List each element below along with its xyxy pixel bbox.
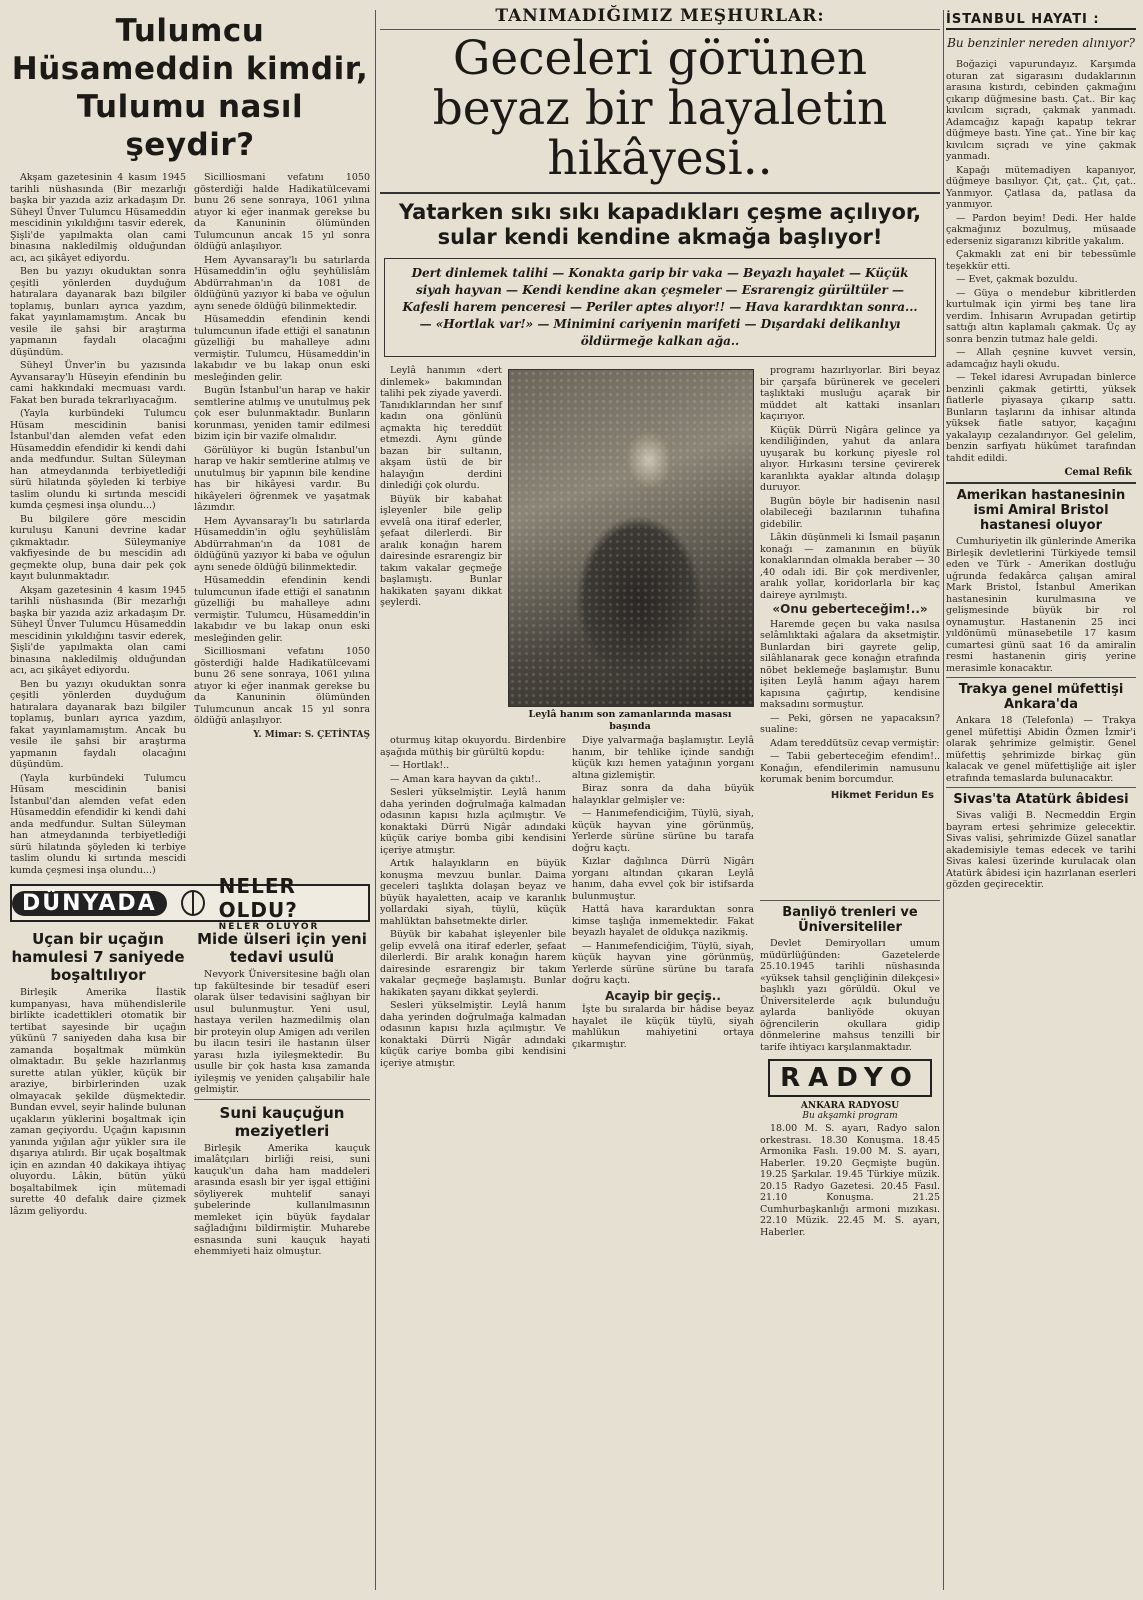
paragraph: — Allah çeşnine kuvvet versin, adamcağız hayli okudu.: [946, 347, 1136, 370]
paragraph: (Yayla kurbündeki Tulumcu Hüsam mescidinin banisi İstanbul'dan alemden vefat eden Hüsameddin efendidir ki kendi dahi anda medfundur. Sultan Süleyman han atmeydanında terbiyetlediği sürü hilatında şöyleden ki terbiye taslim olundu ki sırtında mescidi kumda çeşmesi inşa olundu...): [10, 408, 186, 511]
paragraph: — Hanımefendiciğim, Tüylü, siyah, küçük hayvan yine görünmüş, Yerlerde sürüne sürüne bu tarafa doğru kaçtı.: [572, 808, 754, 854]
left-column: [10, 0, 370, 1600]
paragraph: Hem Ayvansaray'lı bu satırlarda Hüsameddin'in oğlu şeyhülislâm Abdürrahman'ın da 1081 de öldüğünü yazıyor ki baba ve oğulun aynı senede öldüğü bilinmektedir.: [194, 515, 370, 573]
news-body: [194, 969, 370, 1096]
istanbul-hayati-heading: İSTANBUL HAYATI :: [946, 12, 1136, 30]
story-body: [380, 365, 940, 1551]
benzin-subtitle: Bu benzinler nereden alınıyor?: [947, 36, 1135, 50]
paragraph: Nevyork Üniversitesine bağlı olan tıp fakültesinde bir tesadüf eseri olarak ülser tedavisini sağlıyan bir usul bulunmuştur. Yeni usul, hastaya verilen hazmedilmiş olan bir proteyin olup Amigen adı verilen bu ilacın tesiri ile hastanın ülser yarası hızla iyileşmektedir. Bu usulle bir çok hasta kısa zamanda iyileşmiş ve yeniden çalışabilir hale gelmiştir.: [194, 969, 370, 1095]
paragraph: Bu bilgilere göre mescidin kuruluşu Kanuni devrine kadar çıkmaktadır. Süleymaniye vakfiyesinde de bu mescidin adı geçmekte olup, buna dair pek çok kayıt bulunmaktadır.: [10, 513, 186, 582]
column-divider: [375, 10, 376, 1590]
news-column-right: [194, 926, 370, 1260]
paragraph: — Hanımefendiciğim, Tüylü, siyah, küçük hayvan yine görünmüş, Yerlerde sürüne sürüne bu tarafa doğru kaçtı.: [572, 940, 754, 986]
paragraph: Birleşik Amerika kauçuk imalâtçıları birliği reisi, suni kauçuk'un daha ham maddeleri arasında esaslı bir yer işgal ettiğini söyliyerek muhtelif sanayi şubelerinde kullanılmasının memleket için büyük faydalar sağladığını bildirmiştir. Muharebe esnasında suni kauçuk hayati ehemmiyeti haiz olmuştur.: [194, 1142, 370, 1257]
paragraph: Büyük bir kabahat işleyenler bile gelip evvelâ ona itiraf ederler, şefaat dilerlerdi. Bir aralık konağın harem dairesinde esrarengiz bir takım vakalar geçmeğe başlamıştı. Bunlar hakikaten şayanı dikkat şeylerdi.: [380, 493, 502, 608]
news-body: [946, 715, 1136, 784]
news-title: Sivas'ta Atatürk âbidesi: [953, 792, 1129, 807]
news-body: [194, 1143, 370, 1258]
paragraph: — Güya o mendebur kibritlerden kurtulmak için yirmi beş tane lira verdim. İnhisarın Avrupadan getirtip sattığı altın kaplamalı çakmak. Üç ay sonra benzin tutmaz hale geldi.: [946, 287, 1136, 345]
paragraph: — Pardon beyim! Dedi. Her halde çakmağınız bozulmuş, müsaade ederseniz sigaranızı kibritle yakalım.: [946, 212, 1136, 247]
tulumcu-article: [10, 172, 370, 878]
main-headline: Geceleri görünen beyaz bir hayaletin hikâyesi..: [432, 31, 888, 186]
story-column-2b: [572, 735, 754, 1052]
paragraph: oturmuş kitap okuyordu. Birdenbire aşağıda müthiş bir gürültü kopdu:: [380, 735, 566, 758]
right-column: [946, 0, 1136, 1600]
divider: [946, 677, 1136, 678]
divider: [380, 29, 940, 30]
news-title: Amerikan hastanesinin ismi Amiral Bristol hastanesi oluyor: [956, 488, 1126, 533]
paragraph: Ankara 18 (Telefonla) — Trakya genel müfettişi Abidin Özmen İzmir'i olarak şehrimize gelmiştir. Genel müfettiş şehrimizde birkaç gün kalacak ve genel müfettişliğe ait işler etrafında temaslarda bulunacaktır.: [946, 715, 1136, 784]
pull-quote: «Onu geberteceğim!..»: [772, 602, 928, 616]
paragraph: İşte bu sıralarda bir hâdise beyaz hayalet ile küçük tüylü, siyah mahlükun mahiyetini ortaya çıkarmıştır.: [572, 1004, 754, 1050]
story-column-1b: [380, 735, 566, 1071]
paragraph: Devlet Demiryolları umum müdürlüğünden: Gazetelerde 25.10.1945 tarihli nüshasında «yüksek tahsil gençliğinin dilekçesi» başlıklı yazı görüldü. Okul ve Üniversitelerde açık bulunduğu aylarda banliyöde okuyan öğrencilerin okullara gidip dönmelerine mahsus tenzilli bir tarife ihtiyacı karşılanmaktadır.: [760, 938, 940, 1053]
paragraph: Çakmaklı zat eni bir tebessümle teşekkür etti.: [946, 249, 1136, 272]
paragraph: Haremde geçen bu vaka nasılsa selâmlıktaki ağalara da aksetmiştir. Bunlardan biri gayrete gelip, silâhlanarak gece konağın etrafında nöbet beklemeğe başlamıştır. Bunu işiten Leylâ hanım ağayı harem kapısına çağırtıp, kendisine maksadını sormuştur.: [760, 618, 940, 710]
banner-sub-text: NELER OLUYOR: [218, 922, 320, 932]
paragraph: Sesleri yükselmiştir. Leylâ hanım daha yerinden doğrulmağa kalmadan odasının kapısı hızla açılmıştır. Ve konaktaki Dürrü Nigâr adındaki küçük cariye bomba gibi kendisini içeriye atmıştır.: [380, 1000, 566, 1069]
paragraph: Kapağı mütemadiyen kapanıyor, düğmeye basılıyor. Çıt, çat.. Çıt, çat.. Yanmıyor. Çatlasa da, patlasa da yanmıyor.: [946, 164, 1136, 210]
paragraph: — Hortlak!..: [390, 760, 450, 771]
paragraph: Akşam gazetesinin 4 kasım 1945 tarihli nüshasında (Bir mezarlığı başka bir yazıda aziz arkadaşım Dr. Süheyl Ünver Tulumcu Hüsameddin mescidinin yıkıldığını tasvir ederek, Şişli'de yapılmakta olan cami binasına nakledilmiş olduğundan acı, acı şikâyet ediyordu.: [10, 172, 186, 264]
banliyo-body: [760, 938, 940, 1053]
photo-caption: Leylâ hanım son zamanlarında masası başında: [528, 709, 732, 732]
paragraph: Lâkin düşünmeli ki İsmail paşanın konağı — zamanının en büyük konaklarından olmakla beraber — 30 ,40 odalı idi. Bir çok merdivenler, aralık yollar, koridorlarla bir kaç daireye ayrılmıştı.: [760, 532, 940, 601]
news-title: Suni kauçuğun meziyetleri: [219, 1103, 345, 1140]
banner-left-text: DÜNYADA: [12, 891, 167, 916]
paragraph: Görülüyor ki bugün İstanbul'un harap ve hakir semtlerine atılmış ve unutulmuş bir yapının bile kendine has bir hikâyesi vardır. Bu hikâyeleri öğrenmek ve yaşatmak lâzımdır.: [194, 444, 370, 513]
column-divider: [943, 10, 944, 1590]
divider: [946, 787, 1136, 788]
acayip-subhead: Acayip bir geçiş..: [605, 988, 721, 1003]
center-column: [380, 0, 940, 1600]
story-column-1: [380, 365, 502, 611]
banliyo-title: Banliyö trenleri ve Üniversiteliler: [782, 905, 918, 935]
story-summary: Dert dinlemek talihi — Konakta garip bir vaka — Beyazlı hayalet — Küçük siyah hayvan — Kendi kendine akan çeşmeler — Esrarengiz gürültüler — Kafesli harem penceresi — Periler aptes alıyor!! — Hava karardıktan sonra... — «Hortlak var!» — Minimini cariyenin marifeti — Dışardaki delikanlıyı öldürmeğe kalkan ağa..: [384, 258, 936, 357]
radio-station: ANKARA RADYOSU: [800, 1101, 900, 1111]
paragraph: Akşam gazetesinin 4 kasım 1945 tarihli nüshasında (Bir mezarlığı başka bir yazıda aziz arkadaşım Dr. Süheyl Ünver Tulumcu Hüsameddin mescidinin yıkıldığını tasvir ederek, Şişli'de yapılmakta olan cami binasına nakledilmiş olduğundan acı, acı şikâyet ediyordu.: [10, 584, 186, 676]
banner-right-text: NELER OLDU?: [218, 874, 298, 922]
news-body: [10, 987, 186, 1217]
paragraph: Süheyl Ünver'in bu yazısında Ayvansaray'lı Hüseyin efendinin bu cami hakkındaki mecmuası vardı. Fakat ben burada tekrarlıyacağım.: [10, 360, 186, 406]
story-column-3: [760, 365, 940, 805]
paragraph: Kızlar dağılınca Dürrü Nigârı yorganı altından çıkaran Leylâ hanım, daha evvel çok bir istifsarda bulunmuştur.: [572, 856, 754, 902]
paragraph: 18.00 M. S. ayarı, Radyo salon orkestrası. 18.30 Konuşma. 18.45 Armonika Faslı. 19.00 M. S. ayarı, Haberler. 19.20 Geçmişte bugün. 19.25 Şarkılar. 19.45 Türkiye müzik. 20.15 Radyo Gazetesi. 20.45 Fasıl. 21.10 Konuşma. 21.25 Cumhurbaşkanlığı armoni mızıkası. 22.10 Müzik. 22.45 M. S. ayarı, Haberler.: [760, 1123, 940, 1238]
paragraph: Ben bu yazıyı okuduktan sonra çeşitli yönlerden duyduğum hatıralara dayanarak bazı bilgiler toplamış, bunları ayrıca yazdım, fakat yayınlamamıştım. Ancak bu vesile ile şahsi bir araştırma yapmanın faydalı olacağını düşündüm.: [10, 266, 186, 358]
tulumcu-body-right: [194, 172, 370, 878]
paragraph: Hüsameddin efendinin kendi tulumcunun ifade ettiği el sanatının güzelliği bu mahalleye adını vermiştir. Tulumcu, Hüsameddin'in lakabıdır ve bu lakap onun eski mesleğinden gelir.: [194, 575, 370, 644]
paragraph: Adam tereddütsüz cevap vermiştir:: [770, 737, 940, 749]
benzin-article: [946, 59, 1136, 464]
divider: [946, 482, 1136, 484]
paragraph: Birleşik Amerika İlastik kumpanyası, hava mühendislerile birlikte icadettikleri otomatik bir tertibat sayesinde bir uçağın yükünü 7 saniyeden daha kısa bir zamanda boşaltmak mümkün olmaktadır. Bu şekle hazırlanmış surette atılan yükler, küçük bir araziye, birbirlerinden uzak olmayacak şekilde düşmektedir. Bundan evvel, seyir halinde bulunan uçakların yüklerini boşaltmak için zaman geçiyordu. Uçağın kapısının yanında yığılan ağır yükler sıra ile dışarıya atılırdı. Bir uçak boşaltmak için en azından 40 dakikaya ihtiyaç oluyordu. Lâkin, bütün yükü boşaltabilmek için mütemadi surette 40 defalık daire çizmek lâzım geliyordu.: [10, 987, 186, 1217]
paragraph: Sesleri yükselmiştir. Leylâ hanım daha yerinden doğrulmağa kalmadan odasının kapısı hızla açılmıştır. Ve konaktaki Dürrü Nigâr adındaki küçük cariye bomba gibi kendisini içeriye atmıştır.: [380, 787, 566, 856]
paragraph: — Peki, görsen ne yapacaksın? sualine:: [760, 712, 940, 735]
paragraph: Bugün böyle bir hadisenin nasıl olabileceği bazılarının tuhafına gidebilir.: [760, 495, 940, 530]
paragraph: Küçük Dürrü Nigâra gelince ya kendiliğinden, yahut da anlara uyuşarak bu korkunç piyesle rol alıyor. Hırkasını tersine çevirerek karanlıkta ayaklar altında dolaşıp duruyor.: [760, 424, 940, 493]
paragraph: Hüsameddin efendinin kendi tulumcunun ifade ettiği el sanatının güzelliği bu mahalleye adını vermiştir. Tulumcu, Hüsameddin'in lakabıdır ve bu lakap onun eski mesleğinden gelir.: [194, 314, 370, 383]
news-body: [946, 536, 1136, 674]
paragraph: Biraz sonra da daha büyük halayıklar gelmişler ve:: [572, 783, 754, 806]
world-news-section: [10, 926, 370, 1260]
divider: [380, 192, 940, 194]
paragraph: — Aman kara hayvan da çıktı!..: [390, 773, 541, 785]
paragraph: Artık halayıkların en büyük konuşma mevzuu bunlar. Daima geceleri taşlıkta dolaşan beyaz ve büyük hayaletten, acaip ve karanlık yollardaki siyah, tüylü, küçük mahlüktan bahsetmekte dirler.: [380, 858, 566, 927]
news-body: [946, 810, 1136, 891]
series-kicker: TANIMADIĞIMIZ MEŞHURLAR:: [495, 6, 825, 26]
story-author: Hikmet Feridun Es: [830, 789, 934, 801]
paragraph: Bugün İstanbul'un harap ve hakir semtlerine atılmış ve unutulmuş pek çok eser bulunmaktadır. Bunların korunması, yeniden tamir edilmesi bizim için bir vazife olmalıdır.: [194, 385, 370, 442]
news-title: Trakya genel müfettişi Ankara'da: [958, 682, 1124, 712]
divider: [760, 900, 940, 901]
globe-icon: [181, 890, 205, 916]
paragraph: Sicilliosmani vefatını 1050 gösterdiği halde Hadikatülcevami bunu 26 sene sonraya, 1061 yılına atıyor ki eğer inanmak gerekse bu da Kanuninin ölümünden Tulumcunun ancak 15 yıl sonra öldüğü anlaşılıyor.: [194, 172, 370, 252]
divider: [194, 1099, 370, 1100]
photo-texture: [509, 370, 753, 706]
paragraph: — Tabii geberteceğim efendim!.. Konağın, efendilerimin namusunu korumak benim borcumdur.: [760, 751, 940, 785]
paragraph: Büyük bir kabahat işleyenler bile gelip evvelâ ona itiraf ederler, şefaat dilerlerdi. Bir aralık konağın harem dairesinde esrarengiz bir takım vakalar geçmeğe başlamıştı. Bunlar hakikaten şayanı dikkat şeylerdi.: [380, 929, 566, 998]
radio-program: [760, 1123, 940, 1238]
paragraph: (Yayla kurbündeki Tulumcu Hüsam mescidinin banisi İstanbul'dan alemden vefat eden Hüsameddin efendidir ki kendi dahi anda medfundur. Sultan Süleyman han atmeydanında terbiyetlediği sürü hilatında şöyleden ki terbiye taslim olundu ki sırtında mescidi kumda çeşmesi inşa olundu...): [10, 772, 186, 876]
paragraph: programı hazırlıyorlar. Biri beyaz bir çarşafa bürünerek ve geceleri taşlıktaki musluğu açarak bir müddet alt kattaki insanları kaçırıyor.: [760, 365, 940, 422]
news-column-left: [10, 926, 186, 1260]
cemal-refik-signature: Cemal Refik: [1064, 467, 1132, 478]
tulumcu-body-left: [10, 172, 186, 878]
paragraph: Sicilliosmani vefatını 1050 gösterdiği halde Hadikatülcevami bunu 26 sene sonraya, 1061 yılına atıyor ki eğer inanmak gerekse bu da Kanuninin ölümünden Tulumcunun ancak 15 yıl sonra öldüğü anlaşılıyor.: [194, 646, 370, 726]
leyla-hanim-photo: [508, 369, 754, 707]
paragraph: Hem Ayvansaray'lı bu satırlarda Hüsameddin'in oğlu şeyhülislâm Abdürrahman'ın da 1081 de öldüğünü yazıyor ki baba ve oğulun aynı senede öldüğü bilinmektedir.: [194, 254, 370, 312]
paragraph: Hattâ hava kararduktan sonra kimse taşlığa inmemektedir. Fakat beyazlı hayalet de oldukça nazikmiş.: [572, 904, 754, 938]
paragraph: — Evet, çakmak bozuldu.: [956, 274, 1078, 285]
paragraph: Cumhuriyetin ilk günlerinde Amerika Birleşik devletlerini Türkiyede temsil eden ve Türk - Amerikan dostluğu uğrunda fedakârca çalışan amiral Mark Bristol, İstanbul Amerikan hastanesinin kurulmasına ve gelişmesinde büyük bir rol oynamuştur. Hastanenin 25 inci yıldönümü münasebetile 17 kasım cumartesi günü saat 16 da amiralin resmi hastanenin giriş yerine merasimle konacaktır.: [946, 536, 1136, 674]
paragraph: Diye yalvarmağa başlamıştır. Leylâ hanım, bir tehlike içinde sandığı küçük kızı hemen yatağının yorganı altına gizlemiştir.: [572, 735, 754, 781]
radio-program-label: Bu akşamki program: [802, 1111, 898, 1121]
right-boxes: [760, 897, 940, 1240]
paragraph: Boğaziçi vapurundayız. Karşımda oturan zat sigarasını dudaklarının arasına kıstırdı, cebinden çakmağını çıkarıp düğmesine bastı. Çat.. Bir kaç kıvılcım sıçradı, çakmak yanmadı. Adamcağız kapağı kapatıp tekrar düğmeye bastı. Yine çat.. Yine bir kaç kıvılcım sıçradı ve yine çakmak yanmadı.: [946, 59, 1136, 162]
tulumcu-headline: Tulumcu Hüsameddin kimdir, Tulumu nasıl şeydir?: [11, 13, 369, 163]
paragraph: Ben bu yazıyı okuduktan sonra çeşitli yönlerden duyduğum hatıralara dayanarak bazı bilgiler toplamış, bunları ayrıca yazdım, fakat yayınlamamıştım. Ancak bu vesile ile şahsi bir araştırma yapmanın faydalı olacağını düşündüm.: [10, 678, 186, 770]
world-news-banner: [10, 874, 370, 932]
tulumcu-signature: Y. Mimar: S. ÇETİNTAŞ: [253, 729, 370, 740]
paragraph: — Tekel idaresi Avrupadan binlerce benzinli çakmak getirtti, yüksek fiatlerle piyasaya çıkarıp sattı. Bunların taşlarını da inhisar altında yüksek fiatle satıyor, kaçağını yakalayıp cezalandırıyor. Gel gelelim, benzin sarfiyatı hükûmet tarafından tahdit edildi.: [946, 372, 1136, 464]
radio-heading: RADYO: [768, 1059, 932, 1097]
paragraph: Sivas valiği B. Necmeddin Ergin bayram ertesi şehrimize gelecektir. Sivas valisi, şehrimizde Güzel sanatlar akademisiyle temas edecek ve tarihi Sivas kalesi üzerinde kurulacak olan Atatürk âbidesi için hazırlanan eserleri gözden geçirecektir.: [946, 810, 1136, 890]
paragraph: Leylâ hanımın «dert dinlemek» bakımından talihi pek ziyade yaverdi. Tanıdıklarından her sınıf kadın ona gönlünü açmakta hiç tereddüt etmezdi. Aynı günde bazan bir sultanın, akşam üstü de bir halayığın derdini dinlediği çok olurdu.: [380, 365, 502, 491]
news-title: Mide ülseri için yeni tedavi usulü: [197, 930, 367, 966]
main-deck: Yatarken sıkı sıkı kapadıkları çeşme açılıyor, sular kendi kendine akmağa başlıyor!: [398, 200, 922, 249]
news-title: Uçan bir uçağın hamulesi 7 saniyede boşaltılıyor: [11, 930, 185, 984]
